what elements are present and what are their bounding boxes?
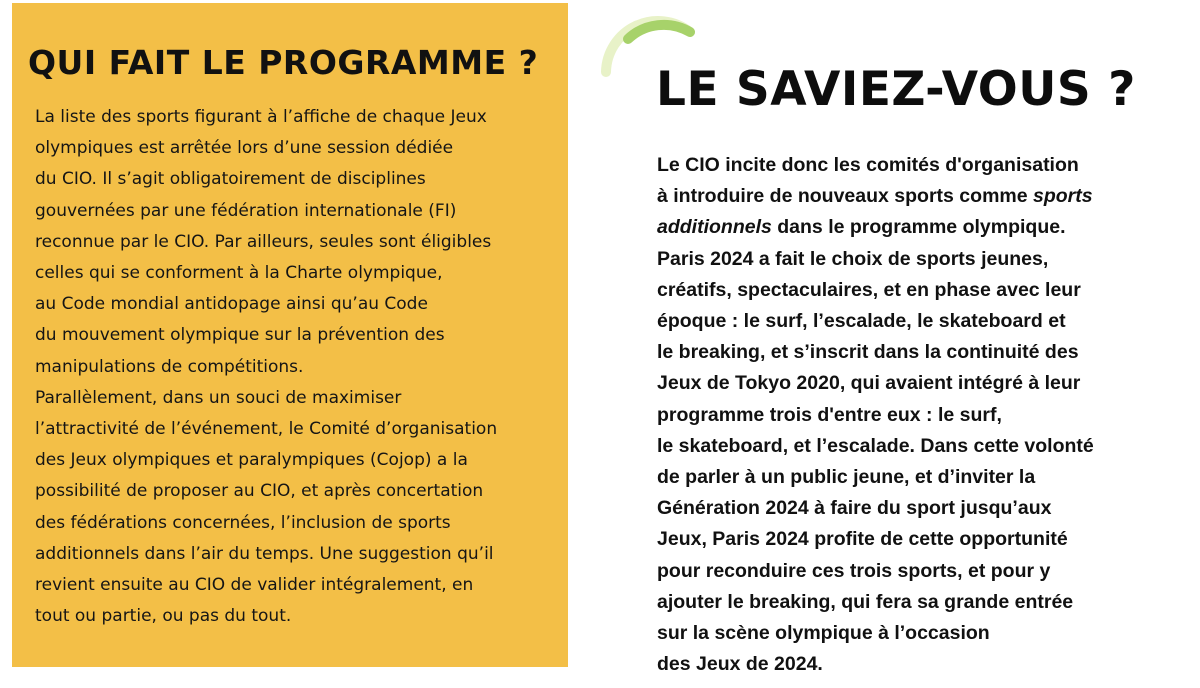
left-body-line: La liste des sports figurant à l’affiche de chaque Jeux [35,107,487,127]
right-body-line: pour reconduire ces trois sports, et pour y [657,559,1051,582]
right-body-line: sur la scène olympique à l’occasion [657,622,990,645]
left-body-line: celles qui se conforment à la Charte olympique, [35,263,443,284]
left-panel-body [35,102,565,632]
right-body-line: époque : le surf, l’escalade, le skateboard et [657,310,1066,333]
left-body-line: gouvernées par une fédération internationale (FI) [35,200,457,221]
right-body-text: dans le programme olympique. [771,216,1066,239]
right-panel-body [657,150,1199,680]
left-body-line: additionnels dans l’air du temps. Une suggestion qu’il [35,543,494,564]
right-body-line: Jeux de Tokyo 2020, qui avaient intégré à leur [657,372,1081,395]
right-body-italic: sports [1033,185,1093,208]
left-body-line: des Jeux olympiques et paralympiques (Cojop) a la [35,450,468,471]
right-body-line: des Jeux de 2024. [657,653,823,676]
left-body-line: l’attractivité de l’événement, le Comité d’organisation [35,419,498,440]
left-body-line: tout ou partie, ou pas du tout. [35,606,292,627]
right-body-line: Génération 2024 à faire du sport jusqu’aux [657,497,1052,520]
right-body-italic: additionnels [657,216,772,239]
left-body-line: au Code mondial antidopage ainsi qu’au Code [35,294,428,315]
left-body-line: manipulations de compétitions. [35,356,304,377]
right-body-line: créatifs, spectaculaires, et en phase avec leur [657,278,1081,301]
left-panel-title: QUI FAIT LE PROGRAMME ? [28,43,539,82]
left-body-line: du mouvement olympique sur la prévention des [35,325,445,346]
right-body-line: le breaking, et s’inscrit dans la continuité des [657,341,1079,364]
left-body-line: reconnue par le CIO. Par ailleurs, seules sont éligibles [35,231,492,252]
right-body-line: le skateboard, et l’escalade. Dans cette volonté [657,434,1094,457]
left-body-line: olympiques est arrêtée lors d’une session dédiée [35,138,454,159]
right-body-line: de parler à un public jeune, et d’inviter la [657,466,1036,489]
left-body-line: du CIO. Il s’agit obligatoirement de disciplines [35,169,426,190]
right-body-line [657,181,1199,212]
left-body-line: Parallèlement, dans un souci de maximiser [35,387,402,408]
left-panel [12,3,568,667]
right-body-line [657,212,1199,243]
right-body-line: Jeux, Paris 2024 profite de cette opportunité [657,528,1068,551]
right-body-line: Paris 2024 a fait le choix de sports jeunes, [657,247,1049,270]
right-panel-title: LE SAVIEZ-VOUS ? [656,62,1136,117]
left-body-line: possibilité de proposer au CIO, et après concertation [35,481,484,502]
right-body-line: Le CIO incite donc les comités d'organisation [657,154,1079,176]
left-body-line: revient ensuite au CIO de valider intégralement, en [35,575,474,596]
right-body-line: programme trois d'entre eux : le surf, [657,403,1002,426]
right-body-text: à introduire de nouveaux sports comme [657,185,1034,208]
right-body-line: ajouter le breaking, qui fera sa grande entrée [657,590,1074,613]
left-body-line: des fédérations concernées, l’inclusion de sports [35,512,451,533]
